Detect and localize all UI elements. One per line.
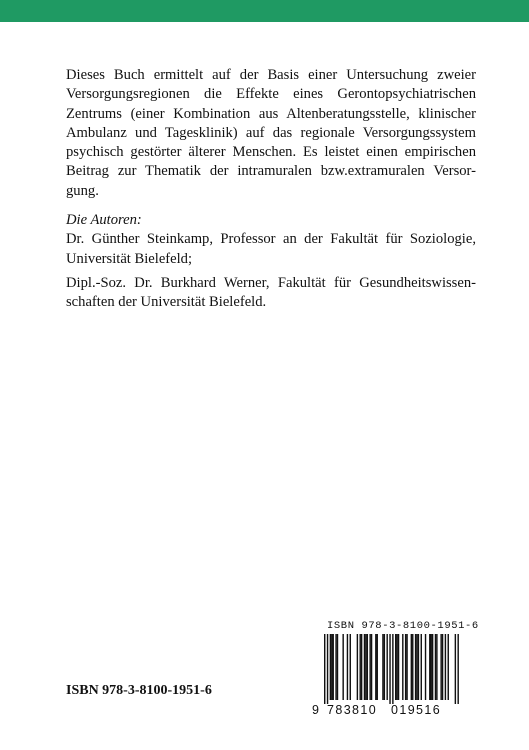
barcode-bar (431, 634, 432, 700)
barcode-bar (386, 634, 387, 700)
barcode-bar (425, 634, 426, 700)
barcode (310, 620, 479, 720)
author-line: schaften der Universität Bielefeld. (66, 294, 267, 311)
barcode-bar (445, 634, 446, 700)
barcode-bar (406, 634, 407, 700)
description-line: psychisch gestörter älterer Menschen. Es leistet einen empirischen (66, 144, 476, 161)
isbn-label: ISBN 978-3-8100-1951-6 (66, 683, 212, 698)
barcode-bar (369, 634, 370, 700)
barcode-guard-bar (327, 634, 328, 704)
author-werner (66, 274, 476, 313)
barcode-bar (448, 634, 449, 700)
barcode-bar (432, 634, 433, 700)
barcode-bar (416, 634, 417, 700)
description-line: Dieses Buch ermittelt auf der Basis einer Untersuchung zweier (66, 67, 476, 83)
barcode-bar (395, 634, 396, 700)
barcode-bar (429, 634, 430, 700)
barcode-bar (398, 634, 399, 700)
barcode-bar (396, 634, 397, 700)
barcode-bar (331, 634, 332, 700)
barcode-bar (357, 634, 358, 700)
top-color-band (0, 0, 529, 22)
barcode-bar (365, 634, 366, 700)
author-steinkamp (66, 230, 476, 269)
back-cover-text (66, 66, 476, 313)
barcode-bar (418, 634, 419, 700)
authors-section (66, 211, 476, 312)
barcode-bar (361, 634, 362, 700)
description-line: Versorgungsregionen die Effekte eines Gerontopsychiatrischen (66, 86, 476, 103)
barcode-bar (436, 634, 437, 700)
barcode-bar (330, 634, 331, 700)
barcode-guard-bar (455, 634, 456, 704)
barcode-bars (310, 634, 470, 704)
description-paragraph (66, 66, 476, 201)
barcode-bar (442, 634, 443, 700)
barcode-bar (342, 634, 343, 700)
barcode-bar (415, 634, 416, 700)
barcode-first-digit: 9 (312, 703, 319, 717)
barcode-bar (421, 634, 422, 700)
barcode-bar (335, 634, 336, 700)
barcode-right-digits: 019516 (391, 703, 442, 717)
barcode-guard-bar (389, 634, 390, 704)
barcode-bar (411, 634, 412, 700)
barcode-bar (405, 634, 406, 700)
barcode-bar (377, 634, 378, 700)
barcode-bar (375, 634, 376, 700)
barcode-guard-bar (324, 634, 325, 704)
barcode-bar (440, 634, 441, 700)
barcode-bar (367, 634, 368, 700)
description-line: Zentrums (einer Kombination aus Altenberatungsstelle, klinischer (66, 105, 476, 122)
barcode-bar (371, 634, 372, 700)
barcode-bar (382, 634, 383, 700)
barcode-bar (360, 634, 361, 700)
barcode-bar (364, 634, 365, 700)
barcode-bar (347, 634, 348, 700)
authors-heading: Die Autoren: (66, 212, 142, 229)
description-line: Ambulanz und Tagesklinik) auf das regionale Versorgungssystem (66, 124, 476, 141)
barcode-isbn-label: ISBN 978-3-8100-1951-6 (327, 620, 479, 632)
barcode-bar (412, 634, 413, 700)
barcode-bar (350, 634, 351, 700)
barcode-left-digits: 783810 (327, 703, 378, 717)
barcode-bar (435, 634, 436, 700)
author-line: Dr. Günther Steinkamp, Professor an der Fakultät für Soziologie, (66, 231, 476, 248)
description-line: Beitrag zur Thematik der intramuralen bzw.extramuralen Versor- (66, 163, 476, 180)
barcode-bar (402, 634, 403, 700)
barcode-bar (384, 634, 385, 700)
barcode-bar (333, 634, 334, 700)
description-line: gung. (66, 182, 99, 199)
barcode-bar (337, 634, 338, 700)
barcode-guard-bar (392, 634, 393, 704)
author-line: Dipl.-Soz. Dr. Burkhard Werner, Fakultät für Gesundheitswissen- (66, 274, 476, 291)
author-line: Universität Bielefeld; (66, 250, 193, 267)
barcode-guard-bar (457, 634, 458, 704)
